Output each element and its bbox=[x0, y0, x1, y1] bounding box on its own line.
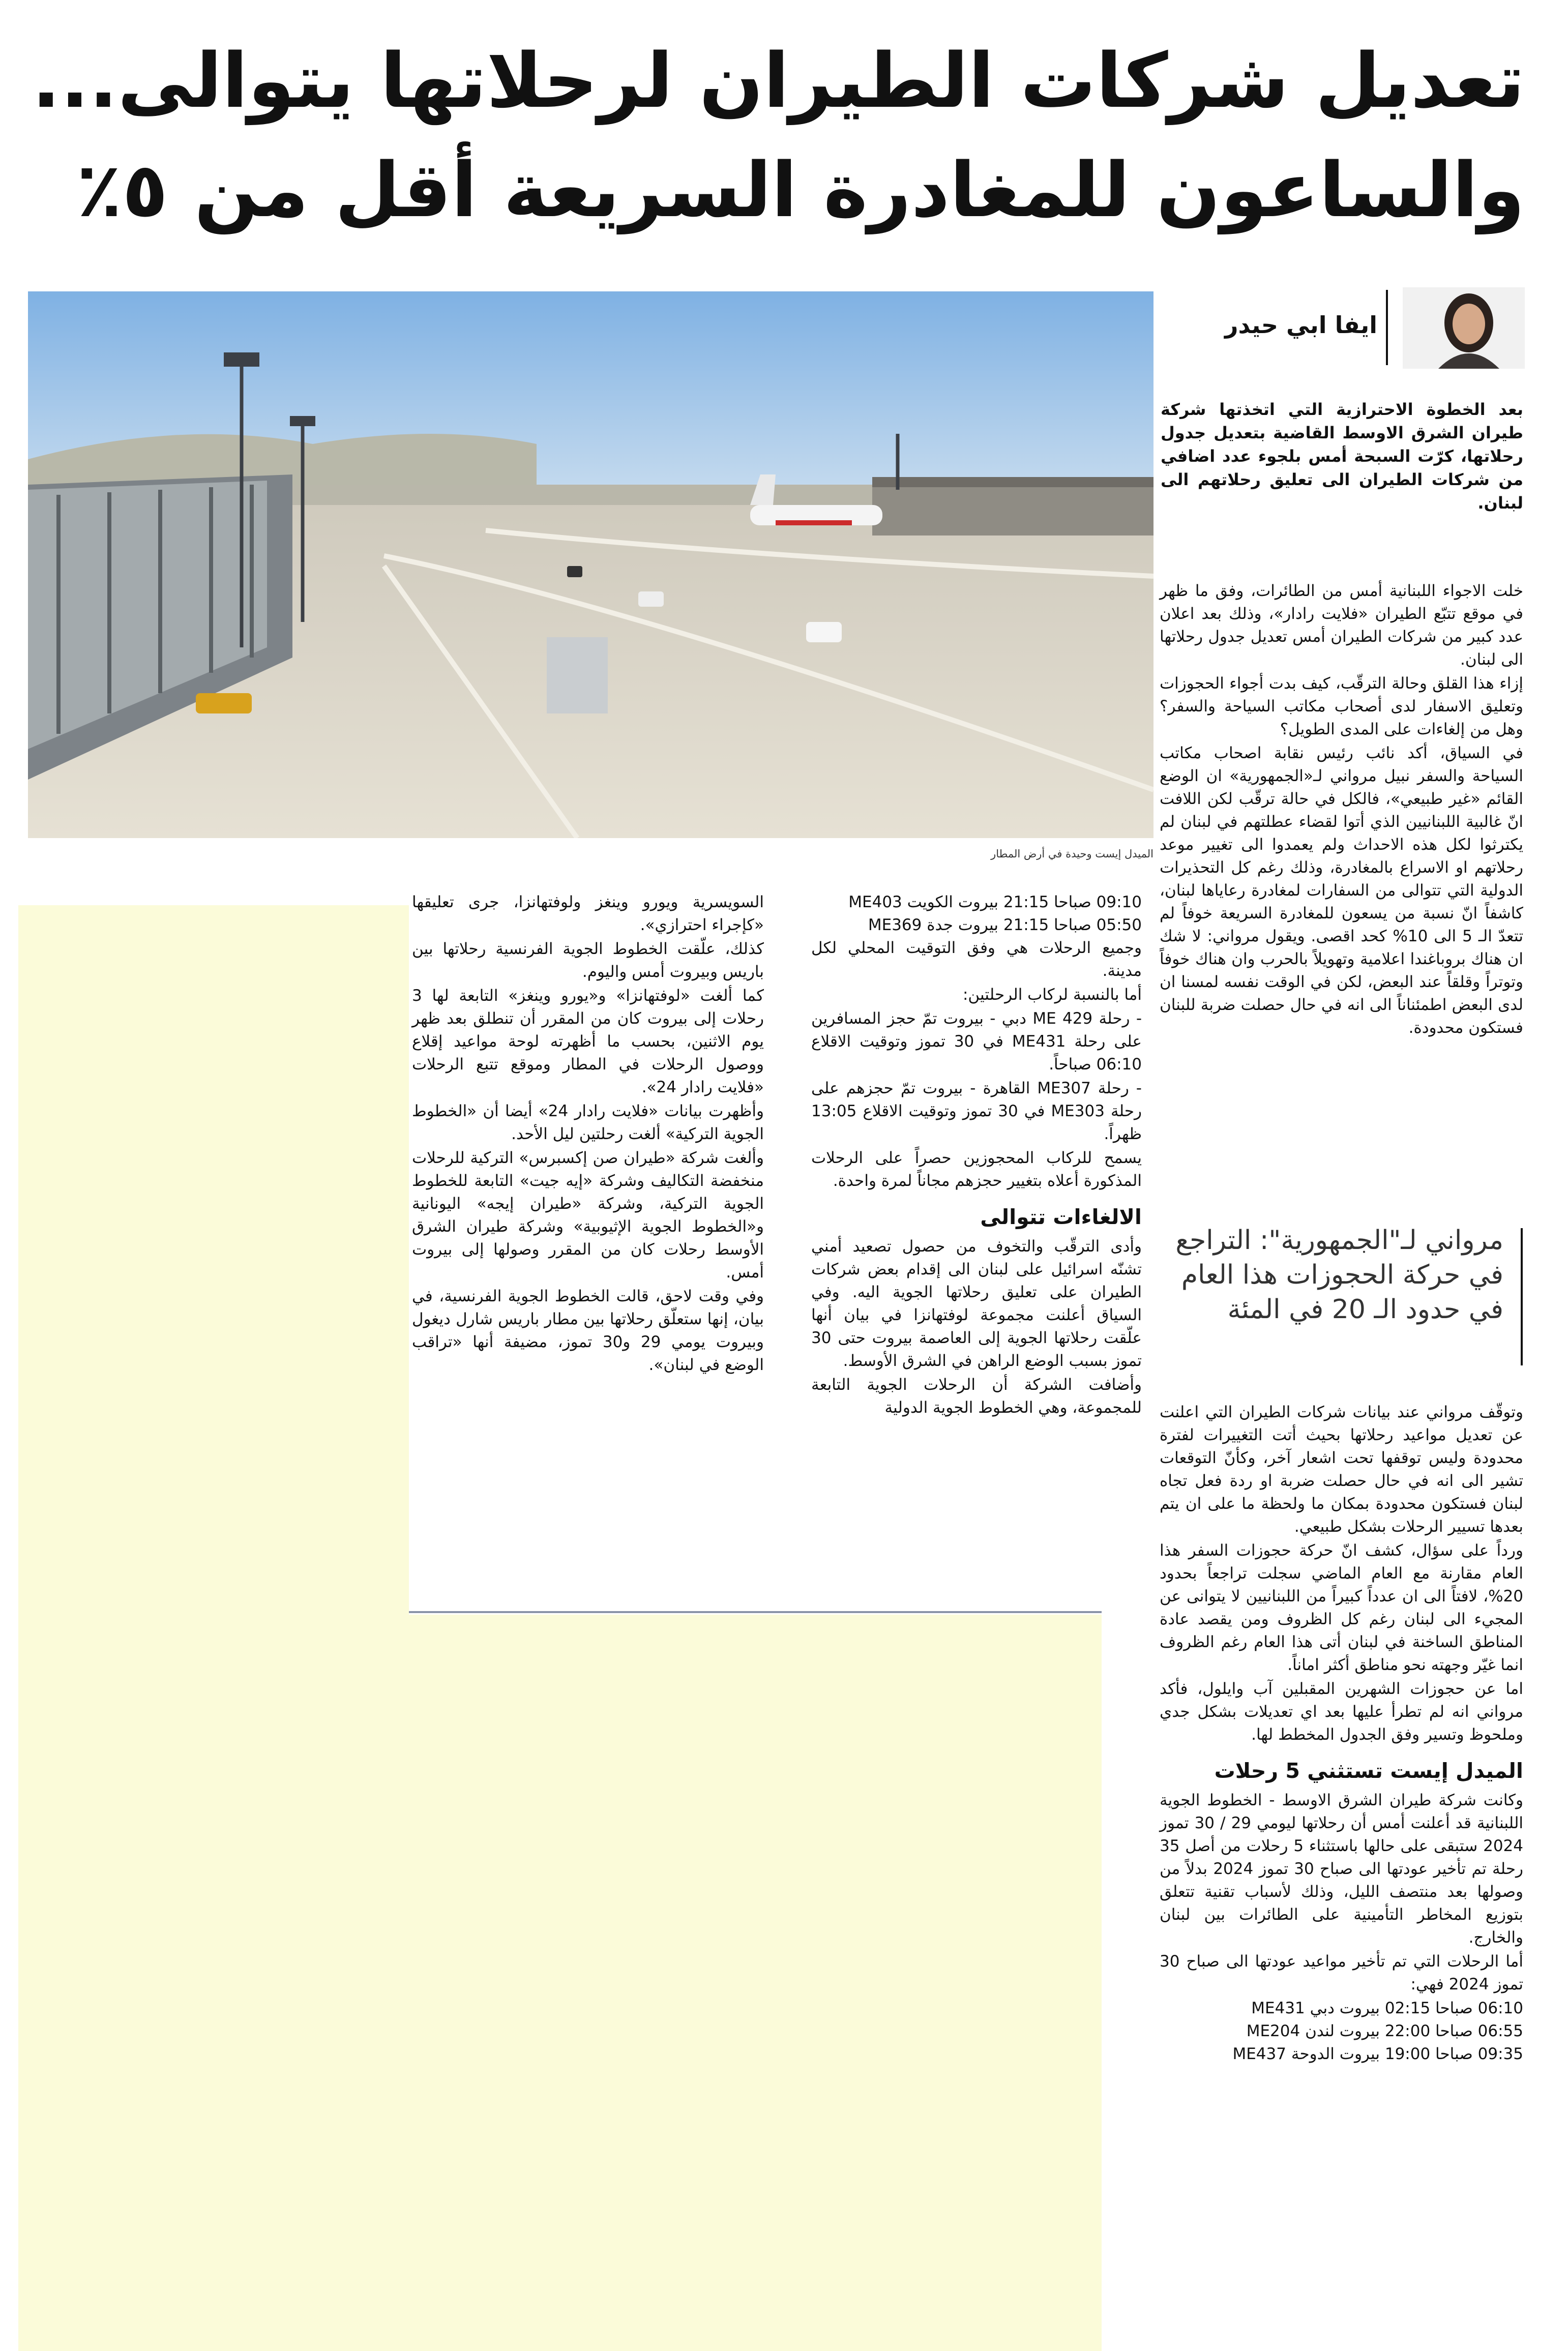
flight-line: 05:50 صباحا 21:15 بيروت جدة ME369 bbox=[868, 916, 1142, 934]
section-heading-cancellations: الالغاءات تتوالى bbox=[980, 1205, 1142, 1229]
author-divider bbox=[1386, 290, 1388, 365]
paragraph: وكانت شركة طيران الشرق الاوسط - الخطوط الجوية اللبنانية قد أعلنت أمس أن رحلاتها ليومي 29 / 30 تموز 2024 ستبقى على حالها باستثناء 5 رحلات من أصل 35 رحلة تم تأخير عودتها الى صباح 30 تموز 2024 بدلاً من وصولها بعد منتصف الليل، وذلك لأسباب تقنية تتعلق بتوزيع المخاطر التأمينية على الطائرات بين لبنان والخارج. bbox=[1160, 1791, 1523, 1947]
paragraph: - رحلة ME307 القاهرة - بيروت تمّ حجزهم على رحلة ME303 في 30 تموز وتوقيت الاقلاع 13:05 ظهراً. bbox=[811, 1079, 1142, 1143]
flight-line: 09:35 صباحا 19:00 بيروت الدوحة ME437 bbox=[1232, 2045, 1523, 2063]
column-left bbox=[412, 891, 764, 1378]
column-right-top bbox=[1160, 580, 1523, 1040]
pull-quote-bar bbox=[1521, 1228, 1523, 1365]
article-intro: بعد الخطوة الاحترازية التي اتخذتها شركة طيران الشرق الاوسط القاضية بتعديل جدول رحلاتها، كرّت السبحة أمس بلجوء عدد اضافي من شركات الطيران الى تعليق رحلاتهم الى لبنان. bbox=[1161, 400, 1523, 513]
column-middle bbox=[811, 891, 1142, 1420]
paragraph: السويسرية ويورو وينغز ولوفتهانزا، جرى تعليقها «كإجراء احترازي». bbox=[412, 893, 764, 934]
paragraph: خلت الاجواء اللبنانية أمس من الطائرات، وفق ما ظهر في موقع تتبّع الطيران «فلايت رادار»، وذلك بعد اعلان عدد كبير من شركات الطيران أمس تعديل جدول رحلاتها الى لبنان. bbox=[1160, 582, 1523, 669]
section-heading-mea: الميدل إيست تستثني 5 رحلات bbox=[1214, 1759, 1523, 1783]
paragraph: وأضافت الشركة أن الرحلات الجوية التابعة للمجموعة، وهي الخطوط الجوية الدولية bbox=[811, 1376, 1142, 1417]
paragraph: ورداً على سؤال، كشف انّ حركة حجوزات السفر هذا العام مقارنة مع العام الماضي سجلت تراجعاً بحدود 20%، لافتاً الى ان عدداً كبيراً من اللبنانيين لا يتوانى عن المجيء الى لبنان رغم كل الظروف ومن يقصد عادة المناطق الساخنة في لبنان أتى هذا العام رغم الظروف انما غيّر وجهته نحو مناطق أكثر اماناً. bbox=[1160, 1541, 1523, 1674]
photo-caption: الميدل إيست وحيدة في أرض المطار bbox=[991, 848, 1153, 860]
paragraph: وأدى الترقّب والتخوف من حصول تصعيد أمني تشنّه اسرائيل على لبنان الى إقدام بعض شركات الطيران على تعليق رحلاتها الجوية اليه. وفي السياق أعلنت مجموعة لوفتهانزا في بيان أنها علّقت رحلاتها الجوية إلى العاصمة بيروت حتى 30 تموز بسبب الوضع الراهن في الشرق الأوسط. bbox=[811, 1237, 1142, 1370]
headline-line-1: تعديل شركات الطيران لرحلاتها يتوالى... bbox=[32, 37, 1525, 125]
paragraph: وتوقّف مرواني عند بيانات شركات الطيران التي اعلنت عن تعديل مواعيد رحلاتها بحيث أتت التغييرات لفترة محدودة وليس توقفها تحت اشعار آخر، وكأنّ التوقعات تشير الى انه في حال حصلت ضربة او ردة فعل تجاه لبنان فستكون محدودة بمكان ما ولحظة ما على ان يتم بعدها تسيير الرحلات بشكل طبيعي. bbox=[1160, 1403, 1523, 1536]
paragraph: وجميع الرحلات هي وفق التوقيت المحلي لكل مدينة. bbox=[811, 939, 1142, 980]
flight-line: 06:10 صباحا 02:15 بيروت دبي ME431 bbox=[1251, 1999, 1523, 2017]
paragraph: يسمح للركاب المحجوزين حصراً على الرحلات المذكورة أعلاه بتغيير حجزهم مجاناً لمرة واحدة. bbox=[811, 1149, 1142, 1190]
paragraph: اما عن حجوزات الشهرين المقبلين آب وايلول، فأكد مرواني انه لم تطرأ عليها بعد اي تعديلات بشكل جدي وملحوظ وتسير وفق الجدول المخطط لها. bbox=[1160, 1680, 1523, 1744]
headline-line-2: والساعون للمغادرة السريعة أقل من ٥٪ bbox=[76, 146, 1525, 234]
paragraph: كما ألغت «لوفتهانزا» و«يورو وينغز» التابعة لها 3 رحلات إلى بيروت كان من المقرر أن تنطلق بعد ظهر يوم الاثنين، بحسب ما أظهرته لوحة مواعيد إقلاع ووصول الرحلات في المطار وموقع تتبع الرحلات «فلايت رادار 24». bbox=[412, 987, 764, 1096]
flight-line: 06:55 صباحا 22:00 بيروت لندن ME204 bbox=[1246, 2022, 1523, 2040]
paragraph: - رحلة ME 429 دبي - بيروت تمّ حجز المسافرين على رحلة ME431 في 30 تموز وتوقيت الاقلاع 06:10 صباحاً. bbox=[811, 1009, 1142, 1074]
flight-line: 09:10 صباحا 21:15 بيروت الكويت ME403 bbox=[848, 893, 1142, 911]
yellow-background-lower bbox=[18, 1615, 1102, 2351]
paragraph: في السياق، أكد نائب رئيس نقابة اصحاب مكاتب السياحة والسفر نبيل مرواني لـ«الجمهورية» ان الوضع القائم «غير طبيعي»، فالكل في حالة ترقّب لكن اللافت انّ غالبية اللبنانيين الذي أتوا لقضاء عطلتهم في لبنان لم يكترثوا لكل هذه الاحداث ولم يعمدوا الى تغيير موعد رحلاتهم او الاسراع بالمغادرة، وذلك رغم كل التحذيرات الدولية التي تتوالى من السفارات لمغادرة رعاياها لبنان، كاشفاً انّ نسبة من يسعون للمغادرة السريعة خوفاً لم تتعدّ الـ 5 الى 10% كحد اقصى. ويقول مرواني: لا شك ان هناك بروباغندا اعلامية وتهويلاً بالحرب وان هناك خوفاً وتوتراً وقلقاً عند البعض، لكن في الوقت نفسه لمسنا ان لدى البعض اطمئناناً الى انه في حال حصلت ضربة للبنان فستكون محدودة. bbox=[1160, 744, 1523, 1037]
divider-line bbox=[409, 1611, 1102, 1613]
paragraph: إزاء هذا القلق وحالة الترقّب، كيف بدت أجواء الحجوزات وتعليق الاسفار لدى أصحاب مكاتب السياحة والسفر؟ وهل من إلغاءات على المدى الطويل؟ bbox=[1160, 674, 1523, 738]
paragraph: وأظهرت بيانات «فلايت رادار 24» أيضا أن «الخطوط الجوية التركية» ألغت رحلتين ليل الأحد. bbox=[412, 1102, 764, 1143]
pull-quote bbox=[1161, 1223, 1523, 1376]
yellow-background-upper bbox=[18, 905, 409, 1615]
author-name: ايفا ابي حيدر bbox=[1224, 311, 1377, 339]
author-avatar bbox=[1403, 287, 1525, 369]
pull-quote-text: مرواني لـ"الجمهورية": التراجع في حركة الحجوزات هذا العام في حدود الـ 20 في المئة bbox=[1175, 1225, 1503, 1325]
headline bbox=[29, 26, 1525, 245]
paragraph: كذلك، علّقت الخطوط الجوية الفرنسية رحلاتها بين باريس وبيروت أمس واليوم. bbox=[412, 940, 764, 981]
paragraph: وفي وقت لاحق، قالت الخطوط الجوية الفرنسية، في بيان، إنها ستعلّق رحلاتها بين مطار باريس شارل ديغول وبيروت يومي 29 و30 تموز، مضيفة أنها «تراقب الوضع في لبنان». bbox=[412, 1287, 764, 1374]
paragraph: وألغت شركة «طيران صن إكسبرس» التركية للرحلات منخفضة التكاليف وشركة «إيه جيت» التابعة للخطوط الجوية التركية، وشركة «طيران إيجه» اليونانية و«الخطوط الجوية الإثيوبية» وشركة طيران الشرق الأوسط رحلات كان من المقرر وصولها إلى بيروت أمس. bbox=[412, 1149, 764, 1282]
paragraph: أما بالنسبة لركاب الرحلتين: bbox=[962, 986, 1142, 1004]
airport-photo bbox=[28, 291, 1153, 838]
paragraph: أما الرحلات التي تم تأخير مواعيد عودتها الى صباح 30 تموز 2024 فهي: bbox=[1160, 1952, 1523, 1993]
column-right-bottom bbox=[1160, 1401, 1523, 2066]
